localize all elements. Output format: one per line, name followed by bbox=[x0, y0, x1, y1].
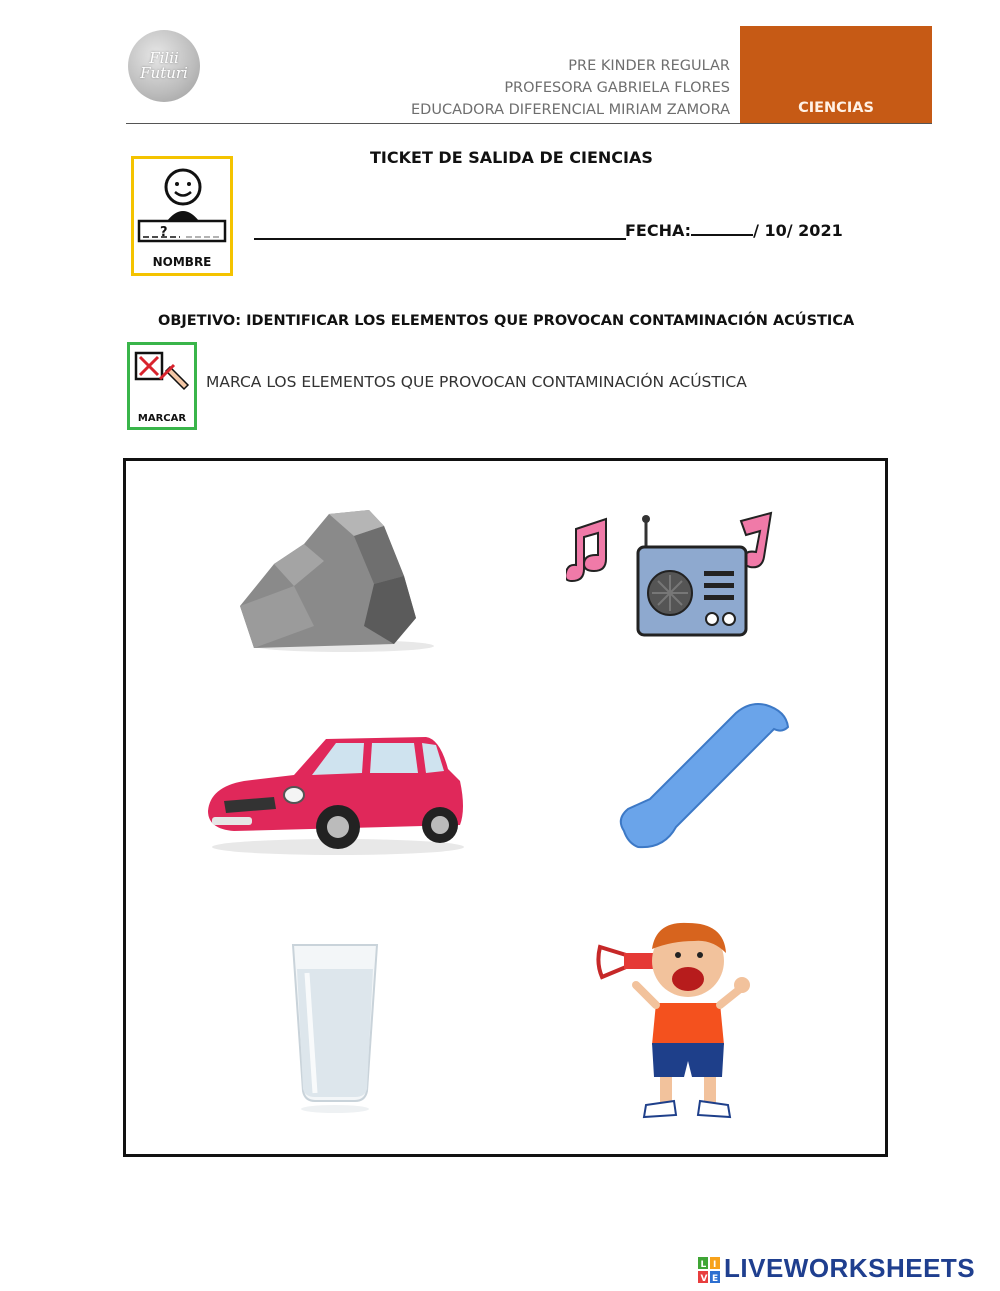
mark-checkbox-icon bbox=[130, 345, 194, 407]
name-label: NOMBRE bbox=[152, 255, 212, 269]
header-teacher: PROFESORA GABRIELA FLORES bbox=[504, 80, 730, 96]
liveworksheets-brand[interactable]: LIVEWORKSHEETS bbox=[724, 1253, 976, 1283]
subject-banner bbox=[740, 26, 932, 124]
mark-pictogram bbox=[127, 342, 197, 430]
header-divider bbox=[126, 123, 932, 124]
logo-text-line-1: Filii bbox=[149, 49, 179, 67]
instruction-text: MARCA LOS ELEMENTOS QUE PROVOCAN CONTAMINACIÓN ACÚSTICA bbox=[206, 373, 747, 391]
day-input-blank[interactable] bbox=[691, 220, 753, 236]
glass-of-water-image[interactable] bbox=[291, 943, 381, 1115]
car-image[interactable] bbox=[204, 729, 468, 857]
liveworksheets-badge-icon bbox=[698, 1257, 720, 1283]
badge-letter-v: V bbox=[700, 1274, 708, 1283]
rock-image[interactable] bbox=[234, 506, 434, 656]
objective-text: OBJETIVO: IDENTIFICAR LOS ELEMENTOS QUE PROVOCAN CONTAMINACIÓN ACÚSTICA bbox=[158, 313, 855, 329]
date-field bbox=[625, 220, 843, 240]
header-grade: PRE KINDER REGULAR bbox=[568, 58, 730, 74]
name-pictogram bbox=[131, 156, 233, 276]
comb-image[interactable] bbox=[616, 699, 796, 851]
date-label: FECHA: bbox=[625, 221, 692, 240]
header-info bbox=[411, 55, 730, 121]
radio-image[interactable] bbox=[566, 509, 786, 649]
items-frame bbox=[123, 458, 888, 1157]
mark-label: MARCAR bbox=[137, 413, 187, 424]
badge-letter-i: I bbox=[713, 1260, 717, 1270]
header-educator: EDUCADORA DIFERENCIAL MIRIAM ZAMORA bbox=[411, 102, 730, 118]
badge-letter-e: E bbox=[712, 1274, 719, 1283]
school-logo bbox=[128, 30, 200, 102]
question-mark: ? bbox=[160, 225, 168, 240]
person-icon bbox=[134, 159, 230, 251]
subject-label: CIENCIAS bbox=[798, 100, 874, 116]
logo-text-line-2: Futuri bbox=[140, 64, 188, 82]
boy-with-megaphone-image[interactable] bbox=[596, 919, 762, 1131]
badge-letter-l: L bbox=[700, 1260, 707, 1270]
ticket-title: TICKET DE SALIDA DE CIENCIAS bbox=[370, 148, 653, 167]
name-input-line[interactable] bbox=[254, 238, 626, 240]
date-suffix: / 10/ 2021 bbox=[753, 221, 843, 240]
